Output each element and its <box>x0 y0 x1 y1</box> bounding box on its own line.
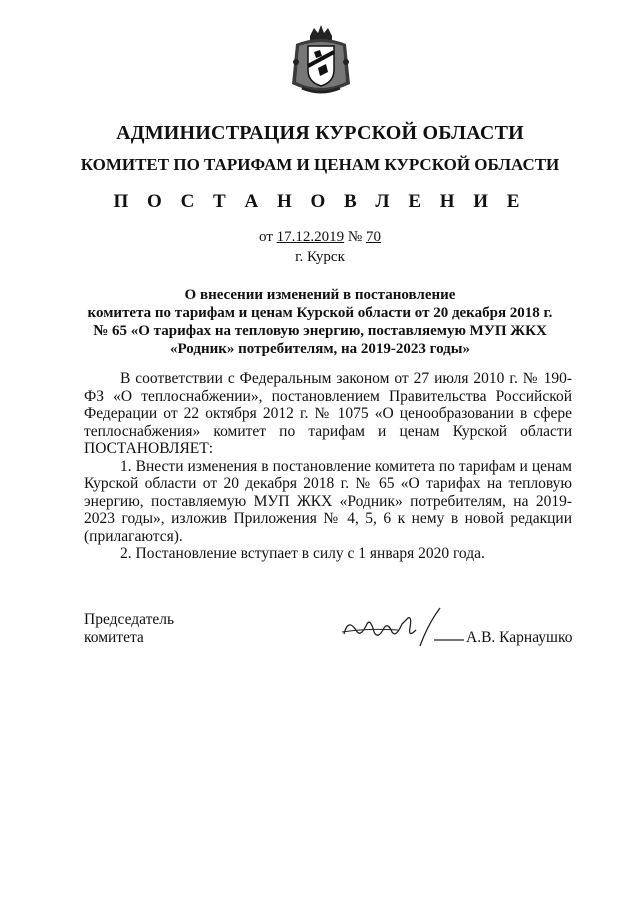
subject-line: О внесении изменений в постановление <box>184 287 456 303</box>
number-prefix: № <box>344 229 366 245</box>
item-1-paragraph: 1. Внести изменения в постановление комитета по тарифам и ценам Курской области от 20 декабря 2018 г. № 65 «О тарифах на тепловую энергию, поставляемую МУП ЖКХ «Родник» потребителям, на 2019-2023 годы», изложив Приложения № 4, 5, 6 к нему в новой редакции (прилагаются). <box>84 457 572 545</box>
subject-line: комитета по тарифам и ценам Курской области от 20 декабря 2018 г. <box>87 305 553 321</box>
signer-position-line: комитета <box>84 629 144 646</box>
subject-line: «Родник» потребителям, на 2019-2023 годы» <box>170 341 470 357</box>
signer-name: А.В. Карнаушко <box>466 629 573 646</box>
city: г. Курск <box>295 249 345 265</box>
subject-line: № 65 «О тарифах на тепловую энергию, поставляемую МУП ЖКХ <box>93 323 547 339</box>
committee-name: КОМИТЕТ ПО ТАРИФАМ И ЦЕНАМ КУРСКОЙ ОБЛАСТИ <box>80 155 560 174</box>
document-type: П О С Т А Н О В Л Е Н И Е <box>113 191 527 212</box>
coat-of-arms-icon <box>288 22 354 98</box>
signer-position-line: Председатель <box>84 611 175 628</box>
date-prefix: от <box>259 229 277 245</box>
handwritten-signature <box>338 604 468 650</box>
org-name: АДМИНИСТРАЦИЯ КУРСКОЙ ОБЛАСТИ <box>116 122 524 144</box>
document-number: 70 <box>365 229 381 245</box>
date-number-line <box>0 229 640 246</box>
preamble-paragraph: В соответствии с Федеральным законом от 27 июля 2010 г. № 190-ФЗ «О теплоснабжении», постановлением Правительства Российской Федерации от 22 октября 2012 г. № 1075 «О ценообразовании в сфере теплоснабжения» комитет по тарифам и ценам Курской области ПОСТАНОВЛЯЕТ: <box>84 370 572 457</box>
signer-position <box>84 611 174 647</box>
item-2-paragraph: 2. Постановление вступает в силу с 1 января 2020 года. <box>120 545 485 562</box>
document-body <box>84 370 572 563</box>
document-subject <box>70 286 570 358</box>
document-date: 17.12.2019 <box>276 229 345 245</box>
